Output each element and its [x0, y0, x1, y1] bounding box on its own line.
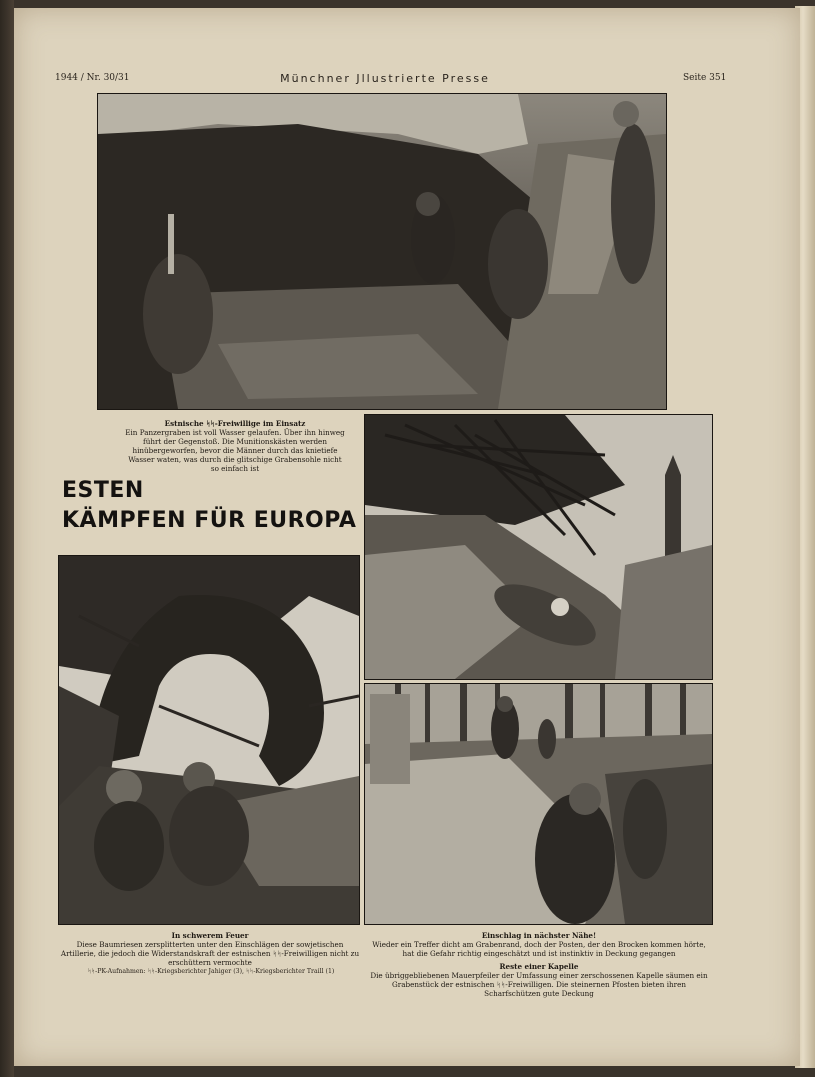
caption-chapel-remains — [367, 962, 711, 998]
masthead: Münchner Jllustrierte Presse — [280, 72, 490, 85]
caption-nearby-impact — [367, 931, 711, 958]
caption-body: Die übriggebliebenen Mauerpfeiler der Umfassung einer zerschossenen Kapelle säumen ein Grabenstück der estnischen ᛋᛋ-Freiwilligen. Die steinernen Pfosten bieten ihren Scharfschützen gute Deckung — [370, 971, 708, 998]
caption-body: Ein Panzergraben ist voll Wasser gelaufen. Über ihn hinweg führt der Gegenstoß. Die Munitionskästen werden hinübergeworfen, bevor die Männer durch das knietiefe Wasser waten, was durch die glitschige Grabensohle nicht so einfach ist — [125, 428, 345, 473]
issue-number: 1944 / Nr. 30/31 — [55, 73, 130, 83]
caption-body: Diese Baumriesen zersplitterten unter den Einschlägen der sowjetischen Artillerie, die jedoch die Widerstandskraft der estnischen ᛋᛋ-Freiwilligen nicht zu erschüttern vermochte — [60, 940, 360, 967]
photo-credits: ᛋᛋ-PK-Aufnahmen: ᛋᛋ-Kriegsberichter Jahiger (3), ᛋᛋ-Kriegsberichter Traill (1) — [87, 968, 335, 975]
photo-flooded-trench — [97, 93, 667, 410]
headline-line-1: ESTEN — [62, 478, 144, 503]
caption-title: Estnische ᛋᛋ-Freiwillige im Einsatz — [164, 419, 306, 428]
caption-title: Reste einer Kapelle — [499, 962, 579, 971]
caption-flooded-trench — [125, 419, 345, 473]
photo-camouflaged-position — [364, 414, 713, 680]
page-number: Seite 351 — [683, 73, 727, 83]
caption-title: Einschlag in nächster Nähe! — [481, 931, 597, 940]
headline-line-2: KÄMPFEN FÜR EUROPA — [62, 508, 357, 533]
photo-soldiers-in-trench — [364, 683, 713, 925]
caption-heavy-fire — [60, 931, 360, 967]
photo-shattered-tree — [58, 555, 360, 925]
caption-body: Wieder ein Treffer dicht am Grabenrand, doch der Posten, der den Brocken kommen hörte, hat die Gefahr richtig eingeschätzt und ist instinktiv in Deckung gegangen — [372, 940, 706, 958]
binding-edge — [0, 0, 14, 1077]
caption-title: In schwerem Feuer — [171, 931, 249, 940]
